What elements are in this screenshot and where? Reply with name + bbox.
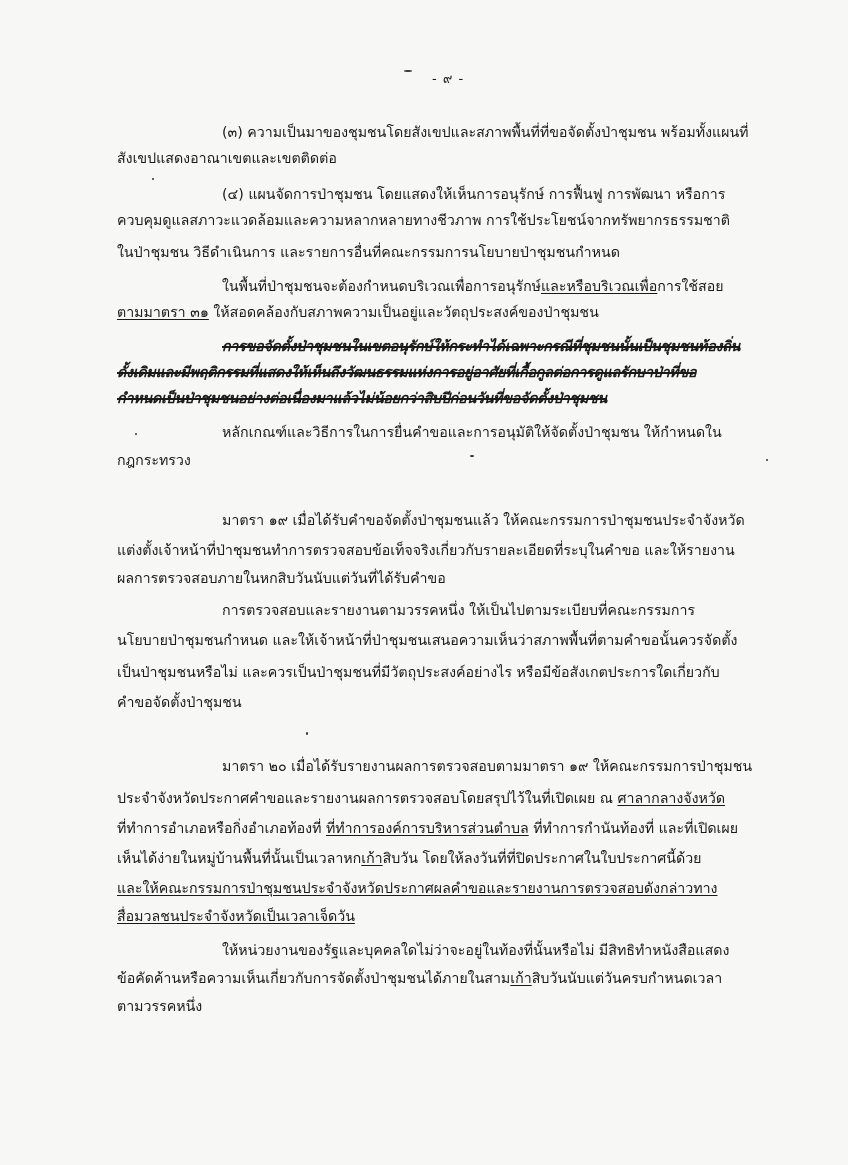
para-rules-line-1: หลักเกณฑ์และวิธีการในการยื่นคำขอและการอนุมัติให้จัดตั้งป่าชุมชน ให้กำหนดใน [222,425,722,441]
section-20-p2-line-3: ตามวรรคหนึ่ง [117,999,203,1015]
para-3-line-1: (๓) ความเป็นมาของชุมชนโดยสังเขปและสภาพพื้นที่ที่ขอจัดตั้งป่าชุมชน พร้อมทั้งแผนที่ [222,125,749,141]
section-20-p2-line-2 [117,970,722,988]
scan-speck [404,70,412,72]
para-3-line-2: สังเขปแสดงอาณาเขตและเขตติดต่อ [117,151,337,167]
page-number: - ๙ - [432,72,465,87]
scan-speck [470,455,474,457]
scan-speck [766,459,768,461]
underlined-text: บริเวณเพื่อ [591,279,658,295]
section-20-line-6: สื่อมวลชนประจำจังหวัดเป็นเวลาเจ็ดวัน [117,909,355,925]
underlined-text: เก้า [510,971,532,987]
underlined-text: ศาลากลางจังหวัด [617,791,726,807]
text-segment: ประจำจังหวัดประกาศคำขอและรายงานผลการตรวจสอบโดยสรุปไว้ในที่เปิดเผย ณ [117,791,618,807]
text-segment: ที่ทำการอำเภอหรือกิ่งอำเภอท้องที่ [117,821,326,837]
text-segment: ข้อคัดค้านหรือความเห็นเกี่ยวกับการจัดตั้งป่าชุมชนได้ภายในสาม [117,971,511,987]
para-area-line-1 [222,278,724,296]
para-area-line-2 [117,304,599,322]
section-19-p2-line-2: นโยบายป่าชุมชนกำหนด และให้เจ้าหน้าที่ป่าชุมชนเสนอความเห็นว่าสภาพพื้นที่ตามคำขอนั้นควรจัดตั้ง [117,633,738,649]
text-segment: เห็นได้ง่ายในหมู่บ้านพื้นที่นั้นเป็นเวลาหก [117,851,362,867]
para-4-line-2: ควบคุมดูแลสภาวะแวดล้อมและความหลากหลายทางชีวภาพ การใช้ประโยชน์จากทรัพยากรธรรมชาติ [117,213,730,229]
para-4-line-3: ในป่าชุมชน วิธีดำเนินการ และรายการอื่นที่คณะกรรมการนโยบายป่าชุมชนกำหนด [117,245,620,261]
struck-line-2: ดั้งเดิมและมีพฤติกรรมที่แสดงให้เห็นถึงวัฒนธรรมแห่งการอยู่อาศัยที่เกื้อกูลต่อการดูแลรักษาป่าที่ขอ [117,365,697,381]
underlined-text: เก้า [361,851,383,867]
section-19-p2-line-1: การตรวจสอบและรายงานตามวรรคหนึ่ง ให้เป็นไปตามระเบียบที่คณะกรรมการ [222,603,696,619]
text-segment: สิบวันนับแต่วันครบกำหนดเวลา [531,971,723,987]
scan-speck [135,433,137,435]
underlined-text: ที่ทำการองค์การบริหารส่วนตำบล [325,821,529,837]
section-19-line-1: มาตรา ๑๙ เมื่อได้รับคำขอจัดตั้งป่าชุมชนแล้ว ให้คณะกรรมการป่าชุมชนประจำจังหวัด [222,513,745,529]
section-20-line-5: และให้คณะกรรมการป่าชุมชนประจำจังหวัดประกาศผลคำขอและรายงานการตรวจสอบดังกล่าวทาง [117,881,718,897]
text-segment: ที่ทำการกำนันท้องที่ และที่เปิดเผย [528,821,739,837]
para-4-line-1: (๔) แผนจัดการป่าชุมชน โดยแสดงให้เห็นการอนุรักษ์ การฟื้นฟู การพัฒนา หรือการ [222,187,726,203]
section-19-p2-line-4: คำขอจัดตั้งป่าชุมชน [117,695,242,711]
section-20-line-2 [117,790,725,808]
underlined-text: และหรือ [541,279,592,295]
section-20-line-4 [117,850,702,868]
text-segment: สิบวัน โดยให้ลงวันที่ที่ปิดประกาศในใบประกาศนี้ด้วย [382,851,702,867]
struck-line-3: กำหนดเป็นป่าชุมชนอย่างต่อเนื่องมาแล้วไม่น้อยกว่าสิบปีก่อนวันที่ขอจัดตั้งป่าชุมชน [117,391,608,407]
underlined-text: ตามมาตรา ๓๑ [117,305,209,321]
section-20-line-3 [117,820,738,838]
text-segment: ในพื้นที่ป่าชุมชนจะต้องกำหนดบริเวณเพื่อการอนุรักษ์ [222,279,542,295]
section-20-p2-line-1: ให้หน่วยงานของรัฐและบุคคลใดไม่ว่าจะอยู่ในท้องที่นั้นหรือไม่ มีสิทธิทำหนังสือแสดง [222,943,730,959]
para-rules-line-2: กฎกระทรวง [117,453,191,469]
section-19-p2-line-3: เป็นป่าชุมชนหรือไม่ และควรเป็นป่าชุมชนที่มีวัตถุประสงค์อย่างไร หรือมีข้อสังเกตประการใดเกี่ยวกับ [117,665,720,681]
struck-line-1: การขอจัดตั้งป่าชุมชนในเขตอนุรักษ์ให้กระทำได้เฉพาะกรณีที่ชุมชนนั้นเป็นชุมชนท้องถิ่น [222,339,741,355]
scan-speck [152,178,154,180]
section-19-line-3: ผลการตรวจสอบภายในหกสิบวันนับแต่วันที่ได้รับคำขอ [117,571,446,587]
text-segment: ให้สอดคล้องกับสภาพความเป็นอยู่และวัตถุประสงค์ของป่าชุมชน [208,305,599,321]
section-19-line-2: แต่งตั้งเจ้าหน้าที่ป่าชุมชนทำการตรวจสอบข้อเท็จจริงเกี่ยวกับรายละเอียดที่ระบุในคำขอ และให้รายงาน [117,543,735,559]
text-segment: การใช้สอย [657,279,724,295]
section-20-line-1: มาตรา ๒๐ เมื่อได้รับรายงานผลการตรวจสอบตามมาตรา ๑๙ ให้คณะกรรมการป่าชุมชน [222,759,753,775]
scan-speck [306,732,308,735]
